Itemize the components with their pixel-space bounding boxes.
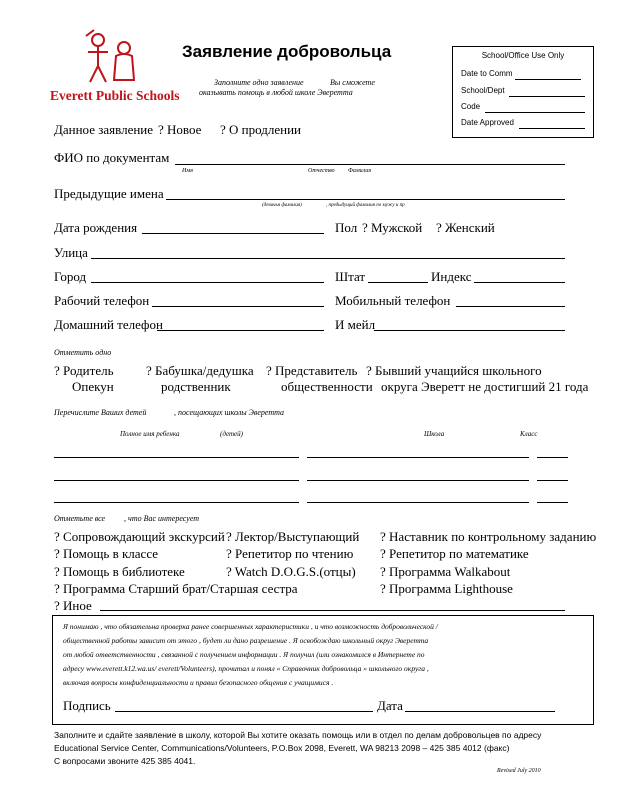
role-alumni-line2: округа Эверетт не достигший 21 года — [381, 379, 589, 394]
consent-line: от любой ответственности , связанной с получением информации . Я получил (или ознакомился в Интернете по — [63, 650, 425, 659]
prev-names-label: Предыдущие имена — [54, 186, 164, 201]
signature-field[interactable] — [115, 711, 373, 712]
date-label: Дата — [377, 698, 403, 713]
subtitle-3: оказывать помощь в любой школе Эверетта — [199, 88, 353, 97]
gender-female-checkbox[interactable]: ? Женский — [436, 220, 495, 235]
role-parent-label: Родитель — [63, 363, 114, 378]
city-field[interactable] — [91, 282, 324, 283]
interest-label: Помощь в библиотеке — [63, 564, 185, 579]
interest-other-checkbox[interactable]: ? Иное — [54, 598, 92, 613]
office-row-date-approved: Date Approved — [461, 118, 514, 127]
role-grandparent-checkbox[interactable]: ? Бабушка/дедушка — [146, 363, 254, 378]
zip-field[interactable] — [474, 282, 565, 283]
role-parent-checkbox[interactable]: ? Родитель — [54, 363, 114, 378]
interest-big-brother-checkbox[interactable]: ? Программа Старший брат/Старшая сестра — [54, 581, 298, 596]
consent-box — [52, 615, 594, 725]
consent-line: Я понимаю , что обязательна проверка ранее совершенных характеристики , и что возможность добровольческой / — [63, 622, 438, 631]
dob-field[interactable] — [142, 233, 324, 234]
interest-library-checkbox[interactable]: ? Помощь в библиотеке — [54, 564, 185, 579]
interest-lighthouse-checkbox[interactable]: ? Программа Lighthouse — [380, 581, 513, 596]
home-phone-label: Домашний телефон — [54, 317, 163, 332]
interest-label: Программа Старший брат/Старшая сестра — [63, 581, 298, 596]
interests-label: Отметьте все — [54, 514, 106, 523]
home-phone-field[interactable] — [157, 330, 324, 331]
mobile-field[interactable] — [456, 306, 565, 307]
interest-speaker-checkbox[interactable]: ? Лектор/Выступающий — [226, 529, 360, 544]
child-name-field[interactable] — [54, 457, 299, 458]
prev-names-hint-1: (девичья фамилия) — [262, 203, 302, 208]
app-type-renew-checkbox[interactable]: ? О продлении — [220, 122, 301, 137]
page-title: Заявление добровольца — [182, 42, 392, 61]
children-label: Перечислите Ваших детей — [54, 408, 147, 417]
role-parent-line2: Опекун — [72, 379, 114, 394]
office-use-heading: School/Office Use Only — [481, 51, 565, 60]
app-type-label: Данное заявление — [54, 122, 154, 137]
child-name-field[interactable] — [54, 502, 299, 503]
consent-line: адресу www.everett.k12.wa.us/ everett/Volunteers), прочитал и понял « Справочник добровольца » школьного округа , — [63, 664, 429, 673]
revised-note: Revised July 2010 — [497, 768, 541, 774]
interest-label: Помощь в классе — [63, 546, 159, 561]
child-name-field[interactable] — [54, 480, 299, 481]
prev-names-field[interactable] — [166, 199, 565, 200]
interest-label: Репетитор по чтению — [235, 546, 354, 561]
footer-line-2: Educational Service Center, Communications/Volunteers, P.O.Box 2098, Everett, WA 98213 2098 – 425 385 4012 (факс) — [54, 743, 510, 753]
logo-text: Everett Public Schools — [50, 88, 180, 103]
interest-label: Лектор/Выступающий — [235, 529, 360, 544]
interest-field-trip-checkbox[interactable]: ? Сопровождающий экскурсий — [54, 529, 225, 544]
prev-names-hint-2: , предыдущий фамилия по мужу и пр — [326, 203, 405, 208]
consent-line: общественной работы зависит от этого , будет ли дано разрешение . Я освобождаю школьный округ Эверетта — [63, 636, 429, 645]
interest-walkabout-checkbox[interactable]: ? Программа Walkabout — [380, 564, 511, 579]
state-field[interactable] — [368, 282, 428, 283]
signature-label: Подпись — [63, 698, 111, 713]
name-hint-middle: Отчество — [308, 168, 335, 174]
interest-label: Репетитор по математике — [389, 546, 529, 561]
street-field[interactable] — [91, 258, 565, 259]
office-row-code: Code — [461, 102, 481, 111]
interest-label: Наставник по контрольному заданию — [389, 529, 597, 544]
email-field[interactable] — [374, 330, 565, 331]
child-grade-field[interactable] — [537, 502, 568, 503]
district-logo — [50, 26, 180, 108]
interest-label: Иное — [63, 598, 92, 613]
interest-reading-tutor-checkbox[interactable]: ? Репетитор по чтению — [226, 546, 354, 561]
interest-label: Watch D.O.G.S.(отцы) — [234, 564, 356, 579]
child-grade-field[interactable] — [537, 480, 568, 481]
dob-label: Дата рождения — [54, 220, 138, 235]
logo-figures-icon — [50, 26, 170, 88]
children-col-school: Школа — [424, 430, 445, 438]
work-phone-field[interactable] — [152, 306, 324, 307]
interests-label-2: , что Вас интересует — [124, 514, 200, 523]
street-label: Улица — [54, 245, 88, 260]
children-col-grade: Класс — [520, 430, 538, 438]
subtitle-1: Заполните одно заявление — [214, 78, 304, 87]
footer-line-1: Заполните и сдайте заявление в школу, которой Вы хотите оказать помощь или в отдел по делам добровольцев по адресу — [54, 730, 542, 740]
interest-label: Сопровождающий экскурсий — [63, 529, 225, 544]
role-community-line2: общественности — [281, 379, 373, 394]
office-row-date-to-comm: Date to Comm — [461, 69, 513, 78]
date-field[interactable] — [405, 711, 555, 712]
role-grandparent-line2: родственник — [161, 379, 231, 394]
gender-female-label: Женский — [445, 220, 495, 235]
subtitle-2: Вы сможете — [330, 78, 375, 87]
role-community-label: Представитель — [275, 363, 358, 378]
name-hint-first: Имя — [182, 168, 193, 174]
interest-other-field[interactable] — [100, 610, 565, 611]
interest-classroom-checkbox[interactable]: ? Помощь в классе — [54, 546, 159, 561]
gender-male-checkbox[interactable]: ? Мужской — [362, 220, 423, 235]
mobile-label: Мобильный телефон — [335, 293, 451, 308]
gender-male-label: Мужской — [371, 220, 423, 235]
interest-watch-dogs-checkbox[interactable]: ? Watch D.O.G.S.(отцы) — [226, 564, 356, 579]
child-school-field[interactable] — [307, 480, 529, 481]
footer-line-3: С вопросами звоните 425 385 4041. — [54, 756, 196, 766]
children-label-2: , посещающих школы Эверетта — [174, 408, 285, 417]
role-alumni-label: Бывший учащийся школьного — [375, 363, 542, 378]
role-alumni-checkbox[interactable]: ? Бывший учащийся школьного — [366, 363, 542, 378]
work-phone-label: Рабочий телефон — [54, 293, 150, 308]
name-hint-last: Фамилия — [348, 168, 372, 174]
children-col-name: Полное имя ребенка — [120, 430, 180, 438]
app-type-new-label: Новое — [167, 122, 202, 137]
email-label: И мейл — [335, 317, 376, 332]
office-row-school-dept: School/Dept — [461, 86, 505, 95]
interest-math-tutor-checkbox[interactable]: ? Репетитор по математике — [380, 546, 529, 561]
role-grandparent-label: Бабушка/дедушка — [155, 363, 254, 378]
interest-label: Программа Lighthouse — [389, 581, 513, 596]
zip-label: Индекс — [431, 269, 472, 284]
child-school-field[interactable] — [307, 502, 529, 503]
app-type-renew-label: О продлении — [229, 122, 301, 137]
mark-one-label: Отметить одно — [54, 348, 112, 357]
role-community-checkbox[interactable]: ? Представитель — [266, 363, 358, 378]
interest-label: Программа Walkabout — [389, 564, 511, 579]
interest-test-mentor-checkbox[interactable]: ? Наставник по контрольному заданию — [380, 529, 597, 544]
app-type-new-checkbox[interactable]: ? Новое — [158, 122, 202, 137]
name-field[interactable] — [175, 164, 565, 165]
child-school-field[interactable] — [307, 457, 529, 458]
office-use-box — [452, 46, 594, 138]
consent-line: включая вопросы конфиденциальности и правил безопасного общения с учащимися . — [63, 678, 334, 687]
city-label: Город — [54, 269, 87, 284]
state-label: Штат — [335, 269, 366, 284]
children-col-name-2: (детей) — [220, 430, 243, 438]
gender-label: Пол — [335, 220, 358, 235]
child-grade-field[interactable] — [537, 457, 568, 458]
name-label: ФИО по документам — [54, 150, 170, 165]
